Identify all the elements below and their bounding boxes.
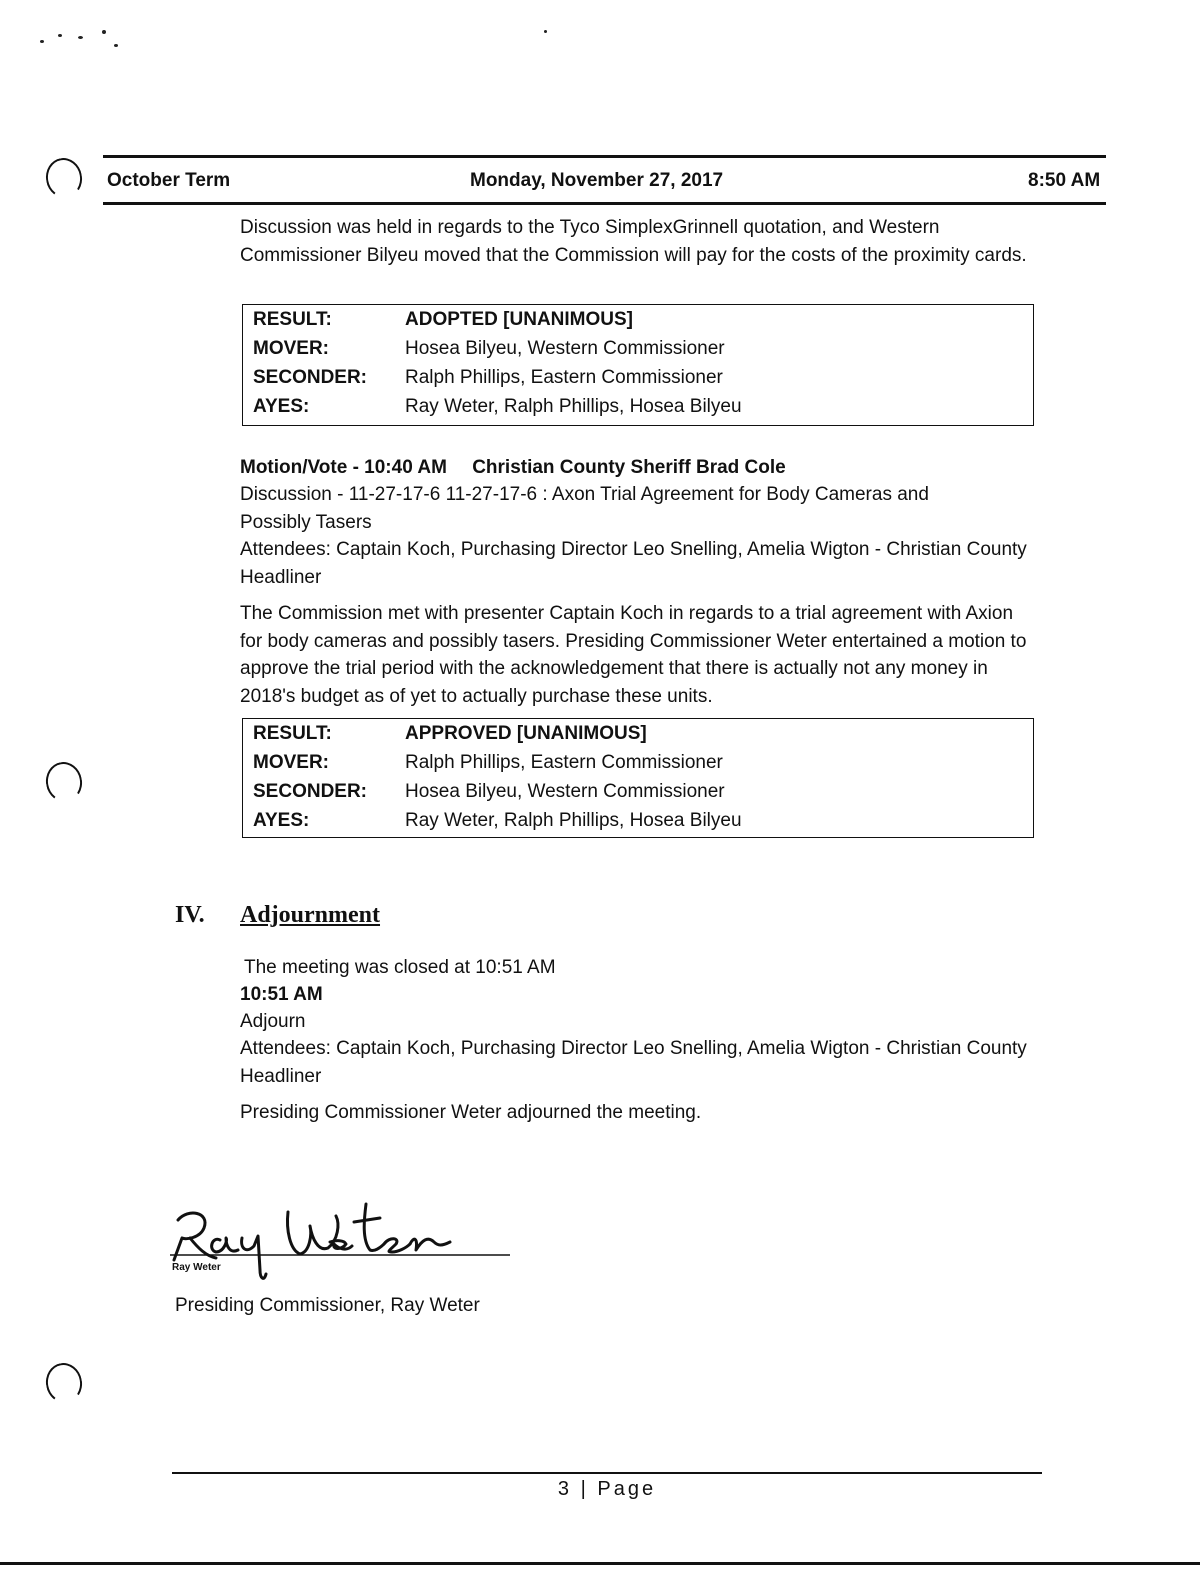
result-row	[243, 305, 1033, 334]
binder-hole-middle	[43, 759, 85, 805]
header-bottom-rule	[103, 202, 1106, 205]
section-title: Adjournment	[240, 902, 381, 928]
result-row	[243, 719, 1033, 748]
section-number: IV.	[175, 902, 205, 928]
seconder-value: Ralph Phillips, Eastern Commissioner	[405, 367, 723, 388]
seconder-row	[243, 777, 1033, 806]
mover-value: Ralph Phillips, Eastern Commissioner	[405, 752, 723, 773]
scan-speck	[114, 44, 118, 47]
result-value: ADOPTED [UNANIMOUS]	[405, 309, 633, 330]
signature-printed-name: Ray Weter	[172, 1262, 221, 1273]
meeting-time: 8:50 AM	[1028, 170, 1101, 191]
signature-caption: Presiding Commissioner, Ray Weter	[175, 1295, 480, 1316]
mover-row	[243, 334, 1033, 363]
vote-result-box	[242, 304, 1034, 426]
mover-row	[243, 748, 1033, 777]
page-bottom-edge	[0, 1562, 1200, 1565]
motion-heading-subject: Christian County Sheriff Brad Cole	[472, 457, 786, 478]
ayes-label: AYES:	[253, 810, 310, 831]
mover-value: Hosea Bilyeu, Western Commissioner	[405, 338, 725, 359]
seconder-value: Hosea Bilyeu, Western Commissioner	[405, 781, 725, 802]
ayes-label: AYES:	[253, 396, 310, 417]
motion-summary: The Commission met with presenter Captain Koch in regards to a trial agreement with Axion for body cameras and possibly tasers. Presiding Commissioner Weter entertained a motion to approve the trial period with the acknowledgement that there is actually not any money in 2018's budget as of yet to actually purchase these units.	[240, 603, 1027, 707]
seconder-label: SECONDER:	[253, 367, 368, 388]
binder-hole-bottom	[43, 1360, 85, 1406]
ayes-value: Ray Weter, Ralph Phillips, Hosea Bilyeu	[405, 810, 742, 831]
result-label: RESULT:	[253, 309, 332, 330]
scan-speck	[544, 30, 547, 33]
vote-result-box	[242, 718, 1034, 838]
motion-discussion: Discussion - 11-27-17-6 11-27-17-6 : Axon Trial Agreement for Body Cameras and Possibly Tasers	[240, 484, 929, 533]
discussion-paragraph: Discussion was held in regards to the Tyco SimplexGrinnell quotation, and Western Commissioner Bilyeu moved that the Commission will pay for the costs of the proximity cards.	[240, 217, 1027, 266]
binder-hole-top	[43, 155, 85, 201]
ayes-value: Ray Weter, Ralph Phillips, Hosea Bilyeu	[405, 396, 742, 417]
footer-rule	[172, 1472, 1042, 1474]
motion-heading	[240, 454, 786, 482]
meeting-date: Monday, November 27, 2017	[470, 170, 724, 191]
adjourn-statement: Presiding Commissioner Weter adjourned the meeting.	[240, 1102, 702, 1123]
scan-speck	[102, 30, 106, 34]
result-label: RESULT:	[253, 723, 332, 744]
mover-label: MOVER:	[253, 338, 329, 359]
seconder-label: SECONDER:	[253, 781, 368, 802]
term-label: October Term	[107, 170, 231, 191]
scan-speck	[78, 36, 83, 39]
scan-speck	[58, 34, 62, 37]
adjourn-attendees: Attendees: Captain Koch, Purchasing Director Leo Snelling, Amelia Wigton - Christian County Headliner	[240, 1038, 1027, 1087]
ayes-row	[243, 806, 1033, 835]
scan-speck	[40, 40, 44, 43]
motion-attendees: Attendees: Captain Koch, Purchasing Director Leo Snelling, Amelia Wigton - Christian County Headliner	[240, 539, 1027, 588]
signature-image	[160, 1190, 520, 1290]
motion-heading-prefix: Motion/Vote - 10:40 AM	[240, 457, 447, 478]
adjourn-time: 10:51 AM	[240, 984, 323, 1005]
header-top-rule	[103, 155, 1106, 158]
adjourn-action: Adjourn	[240, 1011, 306, 1032]
mover-label: MOVER:	[253, 752, 329, 773]
seconder-row	[243, 363, 1033, 392]
ayes-row	[243, 392, 1033, 421]
page-number: 3 | Page	[557, 1478, 657, 1500]
meeting-closed-text: The meeting was closed at 10:51 AM	[244, 957, 556, 978]
result-value: APPROVED [UNANIMOUS]	[405, 723, 647, 744]
